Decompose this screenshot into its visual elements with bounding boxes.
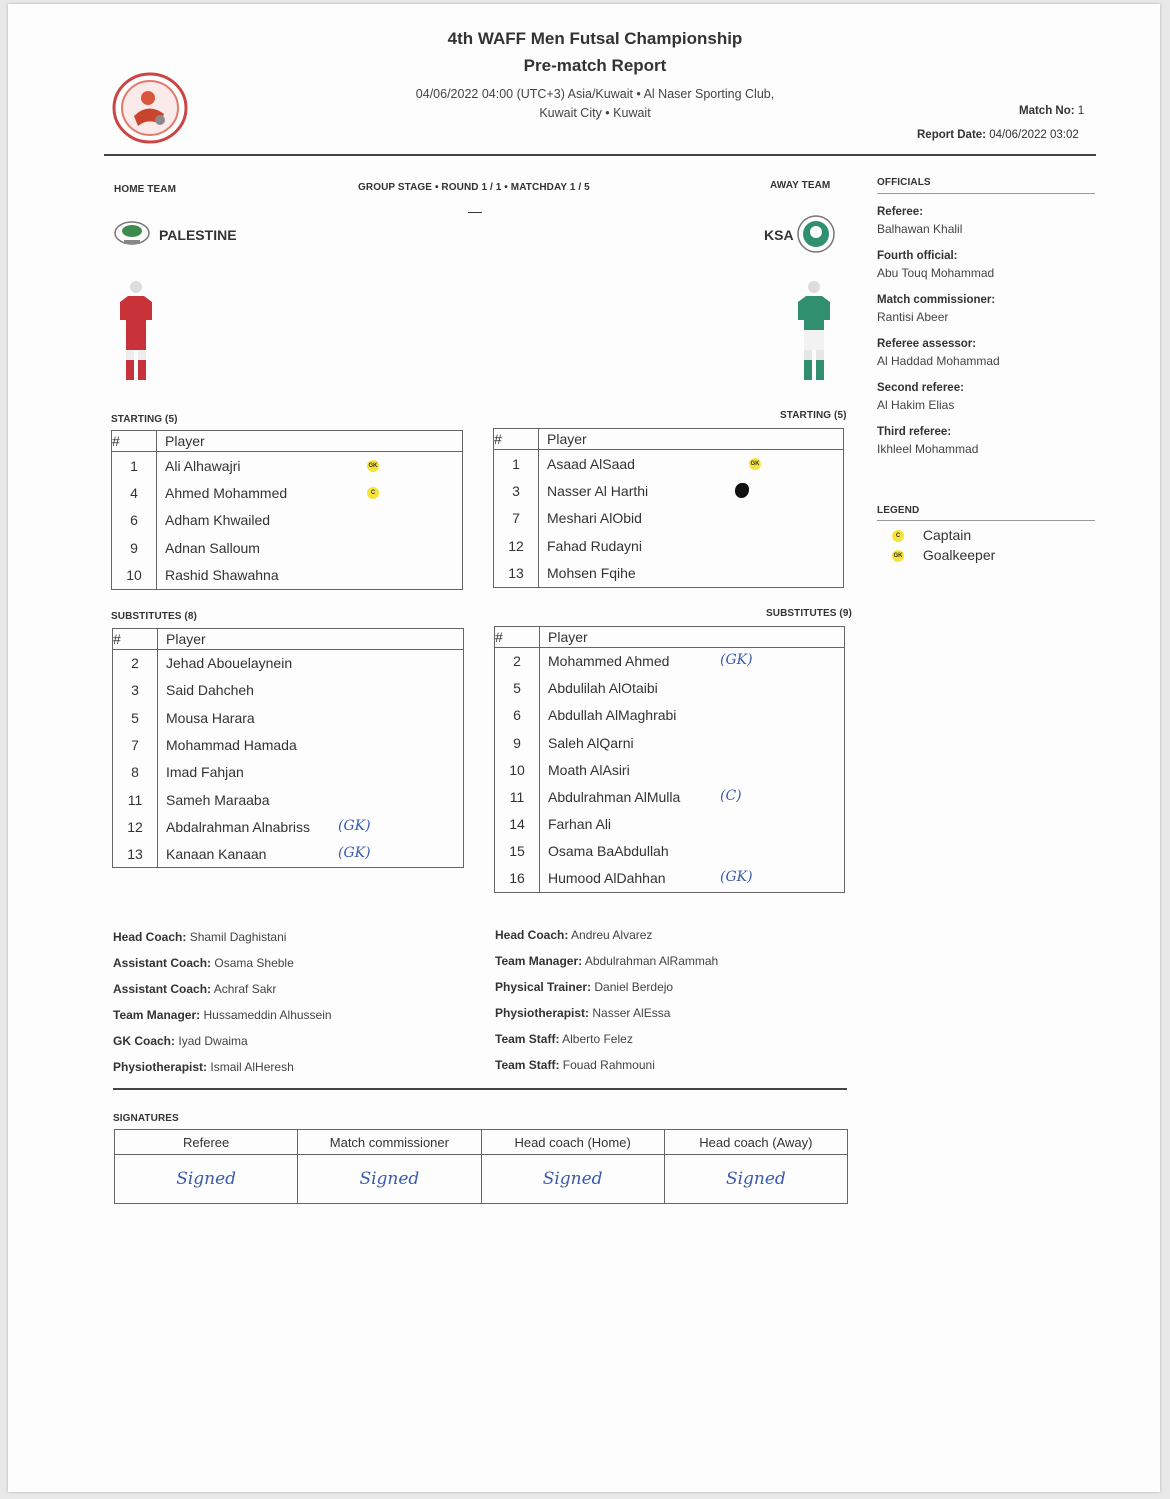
signatures-header-row	[115, 1130, 848, 1155]
official-role: Referee assessor:	[877, 338, 977, 350]
player-number: 10	[112, 562, 157, 590]
player-number: 15	[495, 838, 540, 865]
handwritten-note: (GK)	[720, 869, 753, 886]
table-row	[494, 477, 844, 505]
staff-item	[113, 930, 332, 956]
away-starting-table	[493, 428, 844, 588]
table-row	[495, 756, 845, 783]
player-number: 2	[113, 650, 158, 677]
col-player: Player	[157, 431, 463, 452]
staff-item	[113, 982, 332, 1008]
player-number: 1	[112, 452, 157, 480]
player-name: Ali Alhawajri	[165, 457, 241, 474]
player-number: 14	[495, 811, 540, 838]
home-subs-label: SUBSTITUTES (8)	[111, 611, 197, 622]
home-starting-table	[111, 430, 463, 590]
signatures-title: SIGNATURES	[113, 1113, 179, 1124]
staff-name: Iyad Dwaima	[178, 1034, 248, 1048]
staff-item	[495, 928, 718, 954]
player-cell	[158, 841, 464, 868]
official-item	[877, 206, 1097, 250]
sig-referee	[115, 1155, 298, 1204]
table-row	[113, 650, 464, 677]
player-number: 6	[495, 702, 540, 729]
header-divider	[104, 154, 1096, 156]
player-number: 16	[495, 865, 540, 892]
official-item	[877, 382, 1097, 426]
report-date-value: 04/06/2022 03:02	[989, 129, 1079, 141]
table-row	[495, 838, 845, 865]
player-name: Adnan Salloum	[165, 539, 260, 556]
table-row	[113, 786, 464, 813]
official-item	[877, 338, 1097, 382]
staff-item	[495, 1006, 718, 1032]
player-name: Abdulrahman AlMulla	[548, 789, 681, 806]
staff-item	[113, 1034, 332, 1060]
player-number: 3	[113, 677, 158, 704]
home-subs-table	[112, 628, 464, 868]
staff-item	[113, 956, 332, 982]
table-row	[113, 677, 464, 704]
player-cell	[158, 731, 464, 758]
palestine-crest-icon	[112, 220, 152, 248]
player-cell	[540, 783, 845, 810]
home-starting-label: STARTING (5)	[111, 414, 178, 425]
handwritten-note: (C)	[720, 788, 742, 805]
player-name: Rashid Shawahna	[165, 567, 279, 583]
staff-role: Assistant Coach:	[113, 982, 212, 996]
staff-name: Achraf Sakr	[213, 982, 277, 996]
table-row	[113, 731, 464, 758]
away-team-name: KSA	[764, 227, 794, 243]
player-name: Abdulilah AlOtaibi	[548, 680, 658, 697]
staff-role: Team Staff:	[495, 1032, 560, 1046]
official-role: Match commissioner:	[877, 294, 996, 306]
col-player: Player	[540, 627, 845, 648]
player-name: Saleh AlQarni	[548, 734, 634, 751]
away-starting-label: STARTING (5)	[780, 410, 847, 421]
table-header-row	[494, 429, 844, 450]
player-name: Meshari AlObid	[547, 510, 642, 527]
col-number: #	[494, 429, 539, 450]
player-cell	[158, 786, 464, 813]
staff-item	[113, 1060, 332, 1086]
away-subs-table	[494, 626, 845, 893]
player-name: Said Dahcheh	[166, 682, 254, 699]
player-cell	[157, 452, 463, 480]
player-name: Osama BaAbdullah	[548, 843, 669, 860]
staff-role: GK Coach:	[113, 1034, 176, 1048]
table-header-row	[112, 431, 463, 452]
official-name: Balhawan Khalil	[877, 222, 963, 236]
player-number: 12	[113, 813, 158, 840]
table-header-row	[113, 629, 464, 650]
staff-name: Nasser AlEssa	[592, 1006, 671, 1020]
home-staff-list	[113, 930, 332, 1086]
report-subtitle: Pre-match Report	[523, 56, 667, 75]
report-title: 4th WAFF Men Futsal Championship	[447, 29, 743, 48]
player-number: 7	[494, 505, 539, 533]
player-name: Humood AlDahhan	[548, 870, 666, 887]
player-number: 5	[495, 675, 540, 702]
staff-name: Andreu Alvarez	[571, 928, 653, 942]
away-team-label: AWAY TEAM	[770, 180, 831, 191]
official-name: Al Haddad Mohammad	[877, 354, 1000, 368]
player-name: Mohsen Fqihe	[547, 565, 636, 581]
player-name: Kanaan Kanaan	[166, 845, 267, 862]
goalkeeper-badge-icon: GK	[367, 460, 379, 472]
player-cell	[539, 477, 844, 505]
match-city: Kuwait City • Kuwait	[539, 106, 651, 120]
table-row	[495, 783, 845, 810]
player-cell	[158, 813, 464, 840]
table-row	[113, 759, 464, 786]
sig-home-coach	[481, 1155, 664, 1204]
staff-role: Head Coach:	[113, 930, 187, 944]
player-number: 11	[495, 783, 540, 810]
staff-name: Fouad Rahmouni	[562, 1058, 655, 1072]
sig-col-away-coach: Head coach (Away)	[664, 1130, 847, 1155]
col-number: #	[113, 629, 158, 650]
player-name: Imad Fahjan	[166, 764, 244, 781]
official-name: Ikhleel Mohammad	[877, 442, 979, 456]
player-number: 8	[113, 759, 158, 786]
table-header-row	[495, 627, 845, 648]
player-name: Farhan Ali	[548, 816, 612, 833]
handwritten-note: (GK)	[338, 817, 371, 834]
player-name: Moath AlAsiri	[548, 761, 630, 778]
player-cell	[540, 838, 845, 865]
staff-role: Assistant Coach:	[113, 956, 212, 970]
match-no-label: Match No:	[1019, 105, 1075, 117]
report-date	[917, 129, 1079, 141]
match-score: —	[468, 203, 482, 219]
official-item	[877, 250, 1097, 294]
player-number: 5	[113, 704, 158, 731]
player-name: Asaad AlSaad	[547, 455, 635, 472]
away-staff-list	[495, 928, 718, 1084]
player-name: Nasser Al Harthi	[547, 482, 649, 499]
player-name: Abdalrahman Alnabriss	[166, 818, 310, 835]
table-row	[112, 452, 463, 480]
player-number: 1	[494, 450, 539, 478]
player-number: 7	[113, 731, 158, 758]
official-name: Al Hakim Elias	[877, 398, 955, 412]
player-number: 10	[495, 756, 540, 783]
staff-name: Ismail AlHeresh	[210, 1060, 294, 1074]
staff-role: Team Staff:	[495, 1058, 560, 1072]
table-row	[112, 479, 463, 507]
away-kit-icon	[790, 278, 838, 384]
captain-badge-icon: C	[367, 487, 379, 499]
official-role: Referee:	[877, 206, 924, 218]
official-role: Second referee:	[877, 382, 964, 394]
player-cell	[157, 479, 463, 507]
player-cell	[157, 507, 463, 535]
handwritten-note: (GK)	[338, 844, 371, 861]
legend-captain	[892, 527, 971, 543]
legend-goalkeeper	[892, 547, 995, 563]
player-name: Mohammed Ahmed	[548, 653, 670, 670]
staff-item	[495, 1058, 718, 1084]
match-number	[1019, 105, 1084, 117]
player-name: Abdullah AlMaghrabi	[548, 707, 677, 724]
official-role: Fourth official:	[877, 250, 958, 262]
player-name: Ahmed Mohammed	[165, 484, 288, 501]
player-cell	[540, 865, 845, 892]
player-name: Fahad Rudayni	[547, 537, 642, 554]
home-team-label: HOME TEAM	[114, 184, 177, 195]
player-number: 13	[113, 841, 158, 868]
away-subs-label: SUBSTITUTES (9)	[766, 608, 852, 619]
staff-item	[495, 1032, 718, 1058]
home-team-name: PALESTINE	[159, 227, 237, 243]
player-cell	[158, 677, 464, 704]
table-row	[113, 841, 464, 868]
sig-col-home-coach: Head coach (Home)	[481, 1130, 664, 1155]
officials-list	[877, 206, 1097, 470]
staff-item	[113, 1008, 332, 1034]
staff-item	[495, 980, 718, 1006]
ksa-crest-icon	[796, 214, 836, 254]
table-row	[112, 562, 463, 590]
staff-item	[495, 954, 718, 980]
player-number: 3	[494, 477, 539, 505]
player-number: 6	[112, 507, 157, 535]
player-cell	[158, 759, 464, 786]
staff-role: Team Manager:	[495, 954, 583, 968]
table-row	[494, 560, 844, 588]
table-row	[112, 507, 463, 535]
official-name: Abu Touq Mohammad	[877, 266, 995, 280]
sig-col-commissioner: Match commissioner	[298, 1130, 481, 1155]
sig-commissioner	[298, 1155, 481, 1204]
stage-info: GROUP STAGE • ROUND 1 / 1 • MATCHDAY 1 / 5	[358, 182, 590, 193]
player-number: 12	[494, 532, 539, 560]
report-date-label: Report Date:	[917, 129, 987, 141]
staff-role: Head Coach:	[495, 928, 569, 942]
signature-text: Signed	[359, 1169, 420, 1189]
legend-goalkeeper-label: Goalkeeper	[922, 547, 996, 563]
player-cell	[539, 560, 844, 588]
player-cell	[158, 650, 464, 677]
table-row	[113, 813, 464, 840]
player-cell	[540, 811, 845, 838]
staff-name: Osama Sheble	[214, 956, 294, 970]
col-number: #	[112, 431, 157, 452]
col-player: Player	[539, 429, 844, 450]
staff-role: Physiotherapist:	[495, 1006, 590, 1020]
staff-role: Physiotherapist:	[113, 1060, 208, 1074]
official-role: Third referee:	[877, 426, 952, 438]
staff-name: Alberto Felez	[562, 1032, 633, 1046]
player-cell	[539, 505, 844, 533]
player-number: 2	[495, 648, 540, 675]
signature-text: Signed	[725, 1169, 786, 1189]
signatures-table	[114, 1129, 848, 1204]
staff-name: Daniel Berdejo	[594, 980, 674, 994]
player-name: Jehad Abouelaynein	[166, 655, 293, 672]
player-number: 9	[112, 534, 157, 562]
signature-text: Signed	[542, 1169, 603, 1189]
player-cell	[540, 729, 845, 756]
sig-col-referee: Referee	[115, 1130, 298, 1155]
staff-name: Shamil Daghistani	[189, 930, 287, 944]
player-number: 4	[112, 479, 157, 507]
player-cell	[540, 675, 845, 702]
signature-text: Signed	[176, 1169, 237, 1189]
sig-away-coach	[664, 1155, 847, 1204]
table-row	[495, 811, 845, 838]
signatures-value-row	[115, 1155, 848, 1204]
official-item	[877, 294, 1097, 338]
col-number: #	[495, 627, 540, 648]
officials-title: OFFICIALS	[877, 177, 931, 188]
player-name: Mousa Harara	[166, 709, 255, 726]
staff-divider	[113, 1088, 847, 1090]
player-cell	[539, 532, 844, 560]
captain-badge-icon: C	[892, 530, 904, 542]
legend-title: LEGEND	[877, 505, 920, 516]
table-row	[495, 648, 845, 675]
player-cell	[157, 534, 463, 562]
official-item	[877, 426, 1097, 470]
table-row	[495, 675, 845, 702]
staff-role: Physical Trainer:	[495, 980, 592, 994]
table-row	[112, 534, 463, 562]
match-no-value: 1	[1077, 105, 1085, 117]
player-cell	[540, 756, 845, 783]
player-name: Mohammad Hamada	[166, 737, 297, 754]
table-row	[495, 865, 845, 892]
col-player: Player	[158, 629, 464, 650]
player-cell	[158, 704, 464, 731]
table-row	[494, 532, 844, 560]
player-number: 11	[113, 786, 158, 813]
staff-name: Hussameddin Alhussein	[203, 1008, 332, 1022]
table-row	[495, 702, 845, 729]
player-number: 9	[495, 729, 540, 756]
staff-name: Abdulrahman AlRammah	[584, 954, 719, 968]
table-row	[494, 450, 844, 478]
player-number: 13	[494, 560, 539, 588]
player-cell	[540, 648, 845, 675]
goalkeeper-badge-icon: GK	[892, 550, 904, 562]
goalkeeper-badge-icon: GK	[749, 458, 761, 470]
official-name: Rantisi Abeer	[877, 310, 949, 324]
home-kit-icon	[112, 278, 160, 384]
player-name: Sameh Maraaba	[166, 791, 270, 808]
table-row	[113, 704, 464, 731]
staff-role: Team Manager:	[113, 1008, 201, 1022]
match-datetime-venue: 04/06/2022 04:00 (UTC+3) Asia/Kuwait • Al Naser Sporting Club,	[415, 87, 775, 101]
table-row	[494, 505, 844, 533]
player-name: Adham Khwailed	[165, 512, 271, 529]
player-cell	[157, 562, 463, 590]
player-cell	[540, 702, 845, 729]
table-row	[495, 729, 845, 756]
legend-divider	[877, 520, 1095, 521]
player-cell	[539, 450, 844, 478]
legend-captain-label: Captain	[922, 527, 972, 543]
ink-mark-icon	[735, 483, 749, 498]
officials-divider	[877, 193, 1095, 194]
handwritten-note: (GK)	[720, 652, 753, 669]
